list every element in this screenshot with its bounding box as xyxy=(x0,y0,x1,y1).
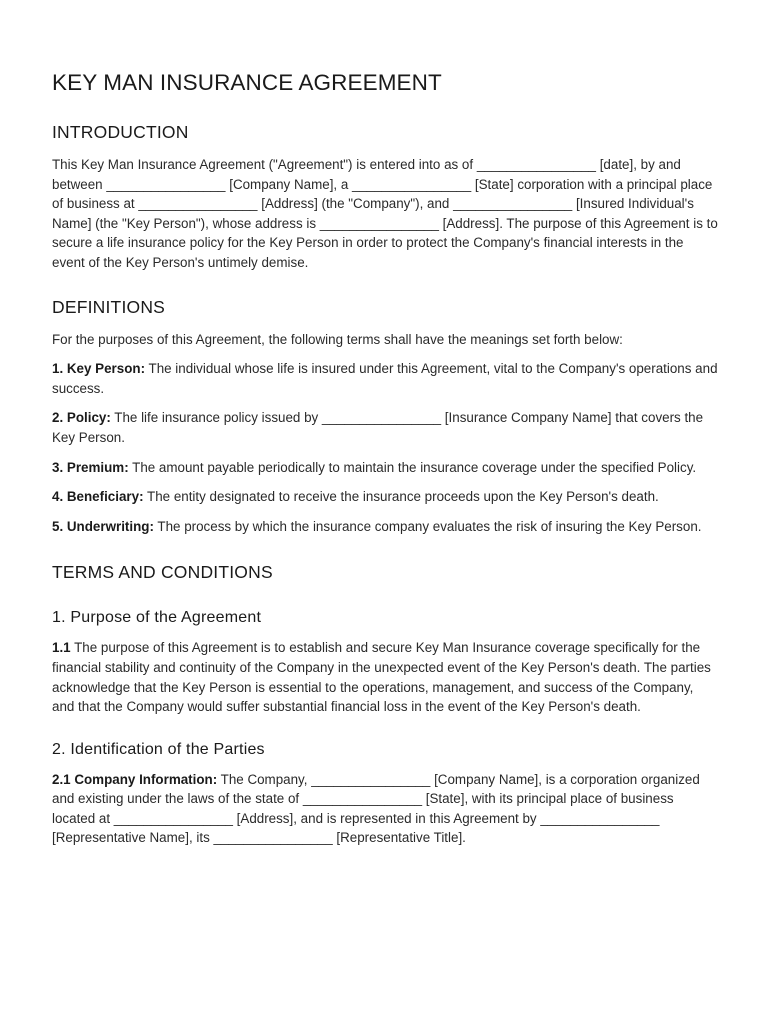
clause-text: The purpose of this Agreement is to establish and secure Key Man Insurance coverage specifically for the financial stability and continuity of the Company in the unexpected event of the Key Person's death. The parties acknowledge that the Key Person is essential to the operations, management, and success of the Company, and that the Company would suffer substantial financial loss in the event of the Key Person's death. xyxy=(52,640,711,715)
definition-term: 3. Premium: xyxy=(52,459,129,475)
definition-term: 4. Beneficiary: xyxy=(52,489,144,505)
document-title: KEY MAN INSURANCE AGREEMENT xyxy=(52,70,442,95)
definition-item xyxy=(52,408,718,447)
introduction-paragraph: This Key Man Insurance Agreement ("Agreement") is entered into as of ________________ [date], by and between ________________ [Company Name], a ________________ [State] corporation with a principal place of business at ________________ [Address] (the "Company"), and ________________ [Insured Individual's Name] (the "Key Person"), whose address is ________________ [Address]. The purpose of this Agreement is to secure a life insurance policy for the Key Person in order to protect the Company's financial interests in the event of the Key Person's untimely demise. xyxy=(52,157,718,270)
definition-item xyxy=(52,517,718,537)
definition-item xyxy=(52,359,718,398)
definition-text: The individual whose life is insured under this Agreement, vital to the Company's operations and success. xyxy=(52,361,718,396)
parties-subsection xyxy=(52,741,718,848)
definitions-heading: DEFINITIONS xyxy=(52,296,166,317)
introduction-section xyxy=(52,122,718,273)
clause-number: 1.1 xyxy=(52,640,71,656)
terms-section xyxy=(52,562,718,848)
purpose-heading: 1. Purpose of the Agreement xyxy=(52,609,262,627)
parties-paragraph xyxy=(52,770,718,848)
terms-heading: TERMS AND CONDITIONS xyxy=(52,562,273,583)
definition-term: 5. Underwriting: xyxy=(52,518,154,534)
definition-term: 2. Policy: xyxy=(52,410,111,426)
clause-text: The Company, ________________ [Company Name], is a corporation organized and existing under the laws of the state of ________________ [State], with its principal place of business located at ________________ [Address], and is represented in this Agreement by ________________ [Representative Name], its ________________ [Representative Title]. xyxy=(52,771,700,846)
definitions-section xyxy=(52,297,718,537)
purpose-subsection xyxy=(52,609,718,716)
definition-term: 1. Key Person: xyxy=(52,361,146,377)
definition-text: The entity designated to receive the insurance proceeds upon the Key Person's death. xyxy=(143,489,659,505)
introduction-heading: INTRODUCTION xyxy=(52,122,189,142)
parties-heading: 2. Identification of the Parties xyxy=(52,740,265,758)
definition-text: The life insurance policy issued by ________________ [Insurance Company Name] that covers the Key Person. xyxy=(52,410,704,445)
definition-item xyxy=(52,458,718,478)
definition-item xyxy=(52,487,718,507)
definitions-lead: For the purposes of this Agreement, the following terms shall have the meanings set forth below: xyxy=(52,331,623,347)
purpose-paragraph xyxy=(52,638,718,716)
clause-number: 2.1 Company Information: xyxy=(52,771,218,787)
definition-text: The process by which the insurance company evaluates the risk of insuring the Key Person. xyxy=(153,518,702,534)
definition-text: The amount payable periodically to maintain the insurance coverage under the specified Policy. xyxy=(128,459,697,475)
